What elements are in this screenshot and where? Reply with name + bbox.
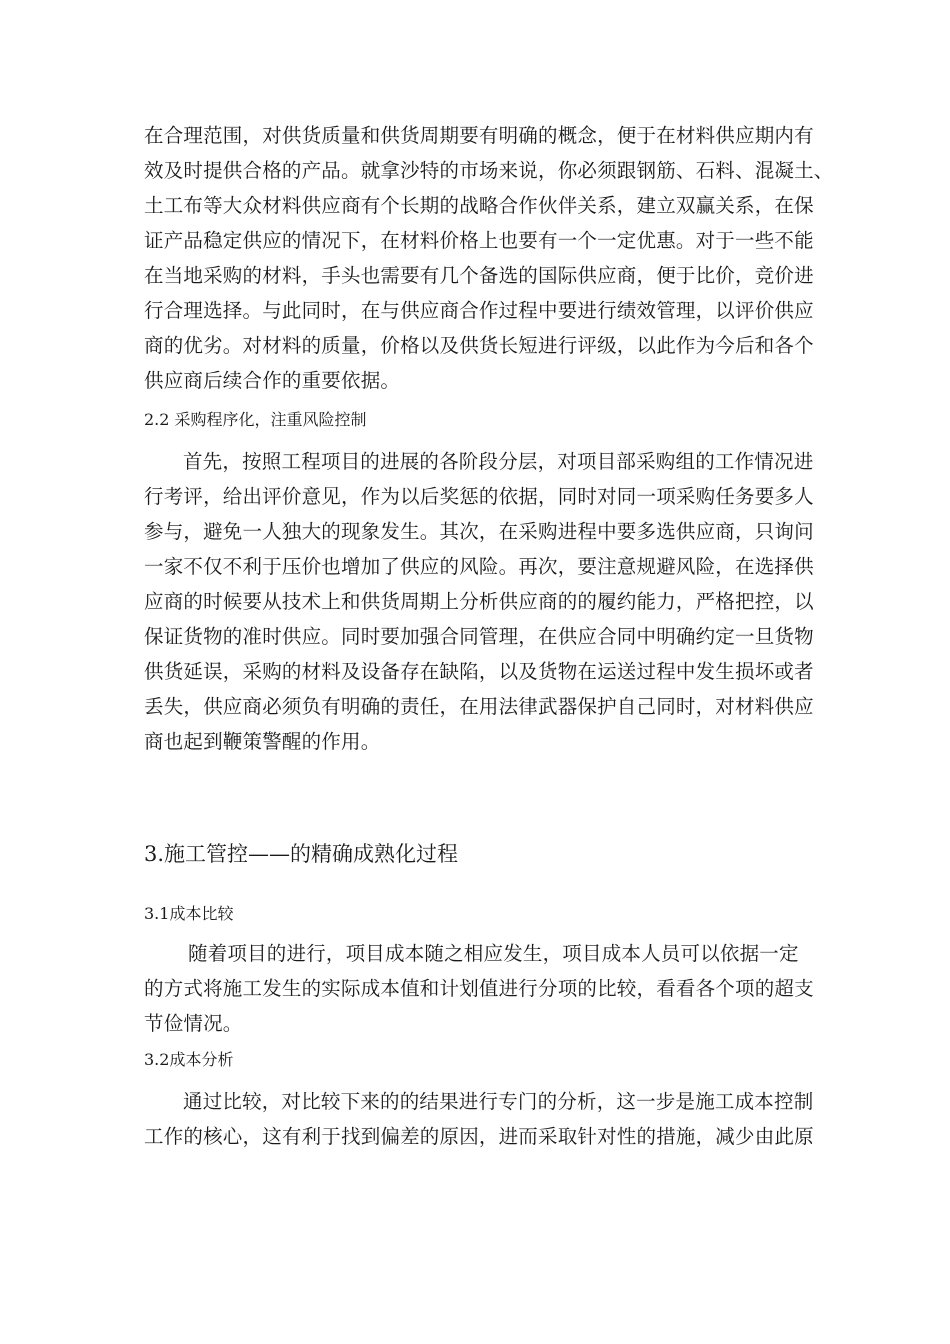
text-line: 在合理范围，对供货质量和供货周期要有明确的概念，便于在材料供应期内有 (144, 124, 814, 147)
text-line: 首先，按照工程项目的进展的各阶段分层，对项目部采购组的工作情况进 (183, 450, 814, 473)
text-line: 节俭情况。 (144, 1012, 243, 1035)
text-line: 在当地采购的材料，手头也需要有几个备选的国际供应商，便于比价，竞价进 (144, 264, 814, 287)
text-line: 应商的时候要从技术上和供货周期上分析供应商的的履约能力，严格把控，以 (144, 590, 814, 613)
text-line: 的方式将施工发生的实际成本值和计划值进行分项的比较，看看各个项的超支 (144, 977, 814, 1000)
text-line: 通过比较，对比较下来的的结果进行专门的分析，这一步是施工成本控制 (183, 1090, 814, 1113)
text-line: 丢失，供应商必须负有明确的责任，在用法律武器保护自己同时，对材料供应 (144, 695, 814, 718)
text-line: 随着项目的进行，项目成本随之相应发生，项目成本人员可以依据一定 (188, 942, 799, 965)
text-line: 供货延误，采购的材料及设备存在缺陷，以及货物在运送过程中发生损坏或者 (144, 660, 814, 683)
text-line: 工作的核心，这有利于找到偏差的原因，进而采取针对性的措施，减少由此原 (144, 1125, 814, 1148)
text-line: 参与，避免一人独大的现象发生。其次，在采购进程中要多选供应商，只询问 (144, 520, 814, 543)
section-heading-3-2: 3.2成本分析 (144, 1050, 234, 1069)
text-line: 证产品稳定供应的情况下，在材料价格上也要有一个一定优惠。对于一些不能 (144, 229, 814, 252)
text-line: 保证货物的准时供应。同时要加强合同管理，在供应合同中明确约定一旦货物 (144, 625, 814, 648)
text-line: 行考评，给出评价意见，作为以后奖惩的依据，同时对同一项采购任务要多人 (144, 485, 814, 508)
text-line: 土工布等大众材料供应商有个长期的战略合作伙伴关系，建立双赢关系，在保 (144, 194, 814, 217)
text-line: 效及时提供合格的产品。就拿沙特的市场来说，你必须跟钢筋、石料、混凝土、 (144, 159, 834, 182)
section-heading-3-1: 3.1成本比较 (144, 904, 234, 923)
text-line: 供应商后续合作的重要依据。 (144, 369, 401, 392)
section-heading-2-2: 2.2 采购程序化，注重风险控制 (144, 410, 367, 429)
text-line: 商也起到鞭策警醒的作用。 (144, 730, 381, 753)
text-line: 一家不仅不利于压价也增加了供应的风险。再次，要注意规避风险，在选择供 (144, 555, 814, 578)
text-line: 商的优劣。对材料的质量，价格以及供货长短进行评级，以此作为今后和各个 (144, 334, 814, 357)
section-heading-3: 3.施工管控——的精确成熟化过程 (144, 842, 459, 866)
text-line: 行合理选择。与此同时，在与供应商合作过程中要进行绩效管理，以评价供应 (144, 299, 814, 322)
